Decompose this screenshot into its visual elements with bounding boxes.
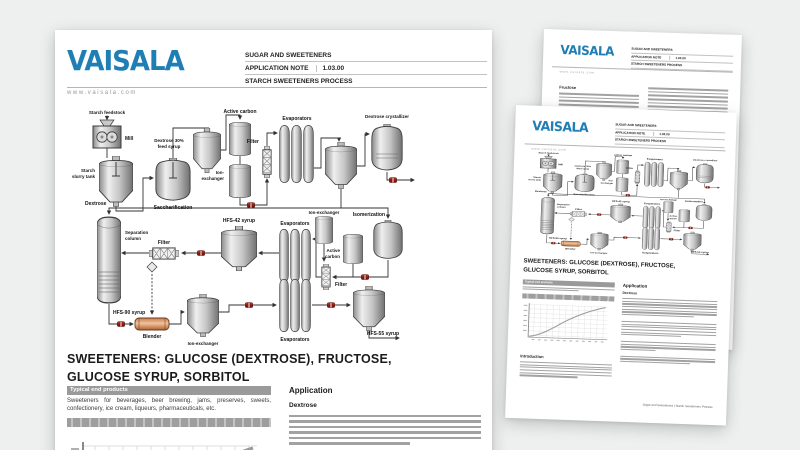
application-heading: Application	[622, 282, 648, 289]
dextrose-heading: Dextrose	[289, 402, 317, 409]
header-note-label: APPLICATION NOTE	[631, 54, 662, 60]
document-page-main[interactable]	[55, 30, 492, 450]
header-category: SUGAR AND SWEETENERS	[615, 122, 657, 129]
header-note-label: APPLICATION NOTE	[615, 130, 646, 136]
page-footer: Sugar and Sweeteners | Starch Sweeteners Process	[642, 402, 713, 410]
doc-header	[631, 46, 734, 72]
title-line-1: SWEETENERS: GLUCOSE (DEXTROSE), FRUCTOSE,	[523, 258, 676, 270]
line-chart-mini	[521, 300, 612, 347]
document-page-1-thumbnail[interactable]	[505, 105, 737, 426]
typical-end-products-text: Sweeteners for beverages, beer brewing, jams, preserves, sweets, confectionery, ice cream, liqueurs, pharmaceuticals, etc.	[67, 398, 271, 412]
document-title	[67, 350, 392, 386]
process-flow-diagram	[69, 108, 419, 353]
typical-end-products-bar: Typical end products	[523, 279, 615, 287]
introduction-heading: Introduction	[520, 353, 544, 359]
thumb-right-column	[620, 283, 718, 367]
main-left-column	[67, 386, 271, 450]
header-category: SUGAR AND SWEETENERS	[245, 51, 332, 59]
website-url: www.vaisala.com	[559, 69, 595, 75]
website-url: www.vaisala.com	[531, 146, 567, 152]
vaisala-logo: VAISALA	[560, 42, 615, 59]
website-url: www.vaisala.com	[67, 90, 138, 96]
header-process: STARCH SWEETENERS PROCESS	[614, 137, 667, 144]
header-note-label: APPLICATION NOTE	[245, 64, 309, 72]
application-heading: Application	[289, 386, 333, 395]
main-right-column	[289, 386, 481, 448]
body-paragraph	[523, 286, 615, 293]
header-process: STARCH SWEETENERS PROCESS	[245, 77, 353, 85]
typical-end-products-bar: Typical end products	[67, 386, 271, 395]
title-line-2: GLUCOSE SYRUP, SORBITOL	[67, 370, 250, 385]
fructose-heading: Fructose	[559, 84, 577, 91]
title-line-2: GLUCOSE SYRUP, SORBITOL	[523, 267, 609, 277]
line-chart	[67, 434, 267, 450]
measurement-bar	[67, 418, 271, 427]
header-category: SUGAR AND SWEETENERS	[631, 46, 673, 53]
body-paragraph	[621, 321, 716, 339]
header-process: STARCH SWEETENERS PROCESS	[630, 61, 683, 68]
body-paragraph	[289, 415, 481, 445]
vaisala-logo: VAISALA	[532, 117, 589, 136]
header-rule	[67, 87, 487, 88]
body-paragraph	[520, 361, 612, 379]
document-title	[523, 257, 675, 280]
thumb-left-column	[519, 279, 614, 380]
header-note-number: 1.03.00	[653, 132, 701, 138]
dextrose-heading: Dextrose	[622, 290, 638, 296]
title-line-1: SWEETENERS: GLUCOSE (DEXTROSE), FRUCTOSE,	[67, 352, 392, 366]
process-flow-diagram-mini	[524, 150, 724, 261]
body-paragraph	[622, 298, 718, 319]
doc-header	[245, 49, 487, 88]
vaisala-logo: VAISALA	[67, 46, 184, 78]
header-note-number: 1.03.00	[316, 65, 414, 72]
doc-header	[615, 121, 726, 147]
header-note-number: 1.03.00	[669, 56, 714, 61]
